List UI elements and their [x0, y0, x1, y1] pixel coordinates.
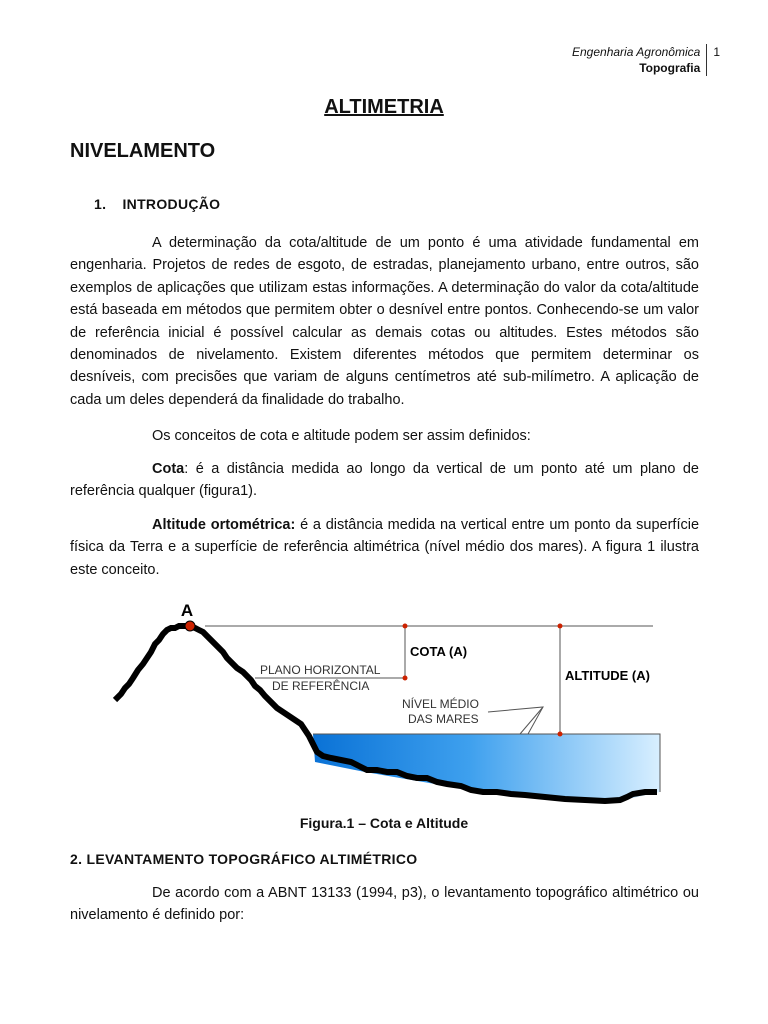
point-a-label: A	[180, 601, 194, 620]
altitude-definition	[70, 514, 699, 581]
subsection-heading-2: 2. LEVANTAMENTO TOPOGRÁFICO ALTIMÉTRICO	[70, 851, 418, 867]
page-header	[572, 44, 720, 76]
header-subject: Topografia	[639, 61, 701, 75]
figure-cota-altitude	[105, 594, 665, 814]
plane-label-line2: DE REFERÊNCIA	[272, 679, 370, 693]
plane-label-line1: PLANO HORIZONTAL	[260, 663, 381, 677]
cota-label: COTA (A)	[410, 644, 468, 659]
cota-bottom-marker	[403, 676, 408, 681]
sea-label-line2: DAS MARES	[408, 712, 479, 726]
page-number: 1	[706, 44, 720, 76]
cota-definition	[70, 458, 699, 503]
abnt-paragraph: De acordo com a ABNT 13133 (1994, p3), o levantamento topográfico altimétrico ou nivelamento é definido por:	[70, 885, 699, 924]
point-a-marker	[185, 621, 195, 631]
intro-paragraph: A determinação da cota/altitude de um ponto é uma atividade fundamental em engenharia. Projetos de redes de esgoto, de estradas, planejamento urbano, entre outros, são exemplos de aplicações que utilizam estas informações. A determinação do valor da cota/altitude está baseada em métodos que permitem obter o desnível entre pontos. Conhecendo-se um valor de referência inicial é possível calcular as demais cotas ou altitudes. Estes métodos são denominados de nivelamento. Existem diferentes métodos que permitem determinar os desníveis, com precisões que variam de alguns centímetros até sub-milímetro. A aplicação de cada um deles dependerá da finalidade do trabalho.	[70, 235, 699, 408]
altitude-text: é a distância medida na vertical entre um ponto da superfície física da Terra e a superfície de referência altimétrica (nível médio dos mares). A figura 1 ilustra este conceito.	[70, 517, 700, 578]
altitude-bottom-marker	[558, 732, 563, 737]
header-course: Engenharia Agronômica	[572, 45, 701, 59]
subsection-title: INTRODUÇÃO	[122, 196, 221, 212]
cota-term: Cota	[152, 461, 185, 477]
figure-caption: Figura.1 – Cota e Altitude	[299, 815, 469, 831]
concepts-paragraph: Os conceitos de cota e altitude podem ser assim definidos:	[152, 428, 531, 444]
sea-label-line1: NÍVEL MÉDIO	[402, 697, 479, 711]
subsection-number: 1.	[94, 196, 107, 212]
altitude-top-marker	[558, 624, 563, 629]
document-title: ALTIMETRIA	[324, 96, 444, 118]
sea-pointer-1	[488, 707, 543, 734]
cota-text: : é a distância medida ao longo da vertical de um ponto até um plano de referência qualquer (figura1).	[70, 461, 699, 500]
header-text	[572, 44, 706, 76]
altitude-term: Altitude ortométrica:	[152, 517, 296, 533]
sea-pointer-2	[520, 707, 543, 734]
altitude-label: ALTITUDE (A)	[565, 668, 650, 683]
subsection-heading-1	[94, 196, 220, 212]
section-heading: NIVELAMENTO	[70, 140, 216, 162]
cota-top-marker	[403, 624, 408, 629]
